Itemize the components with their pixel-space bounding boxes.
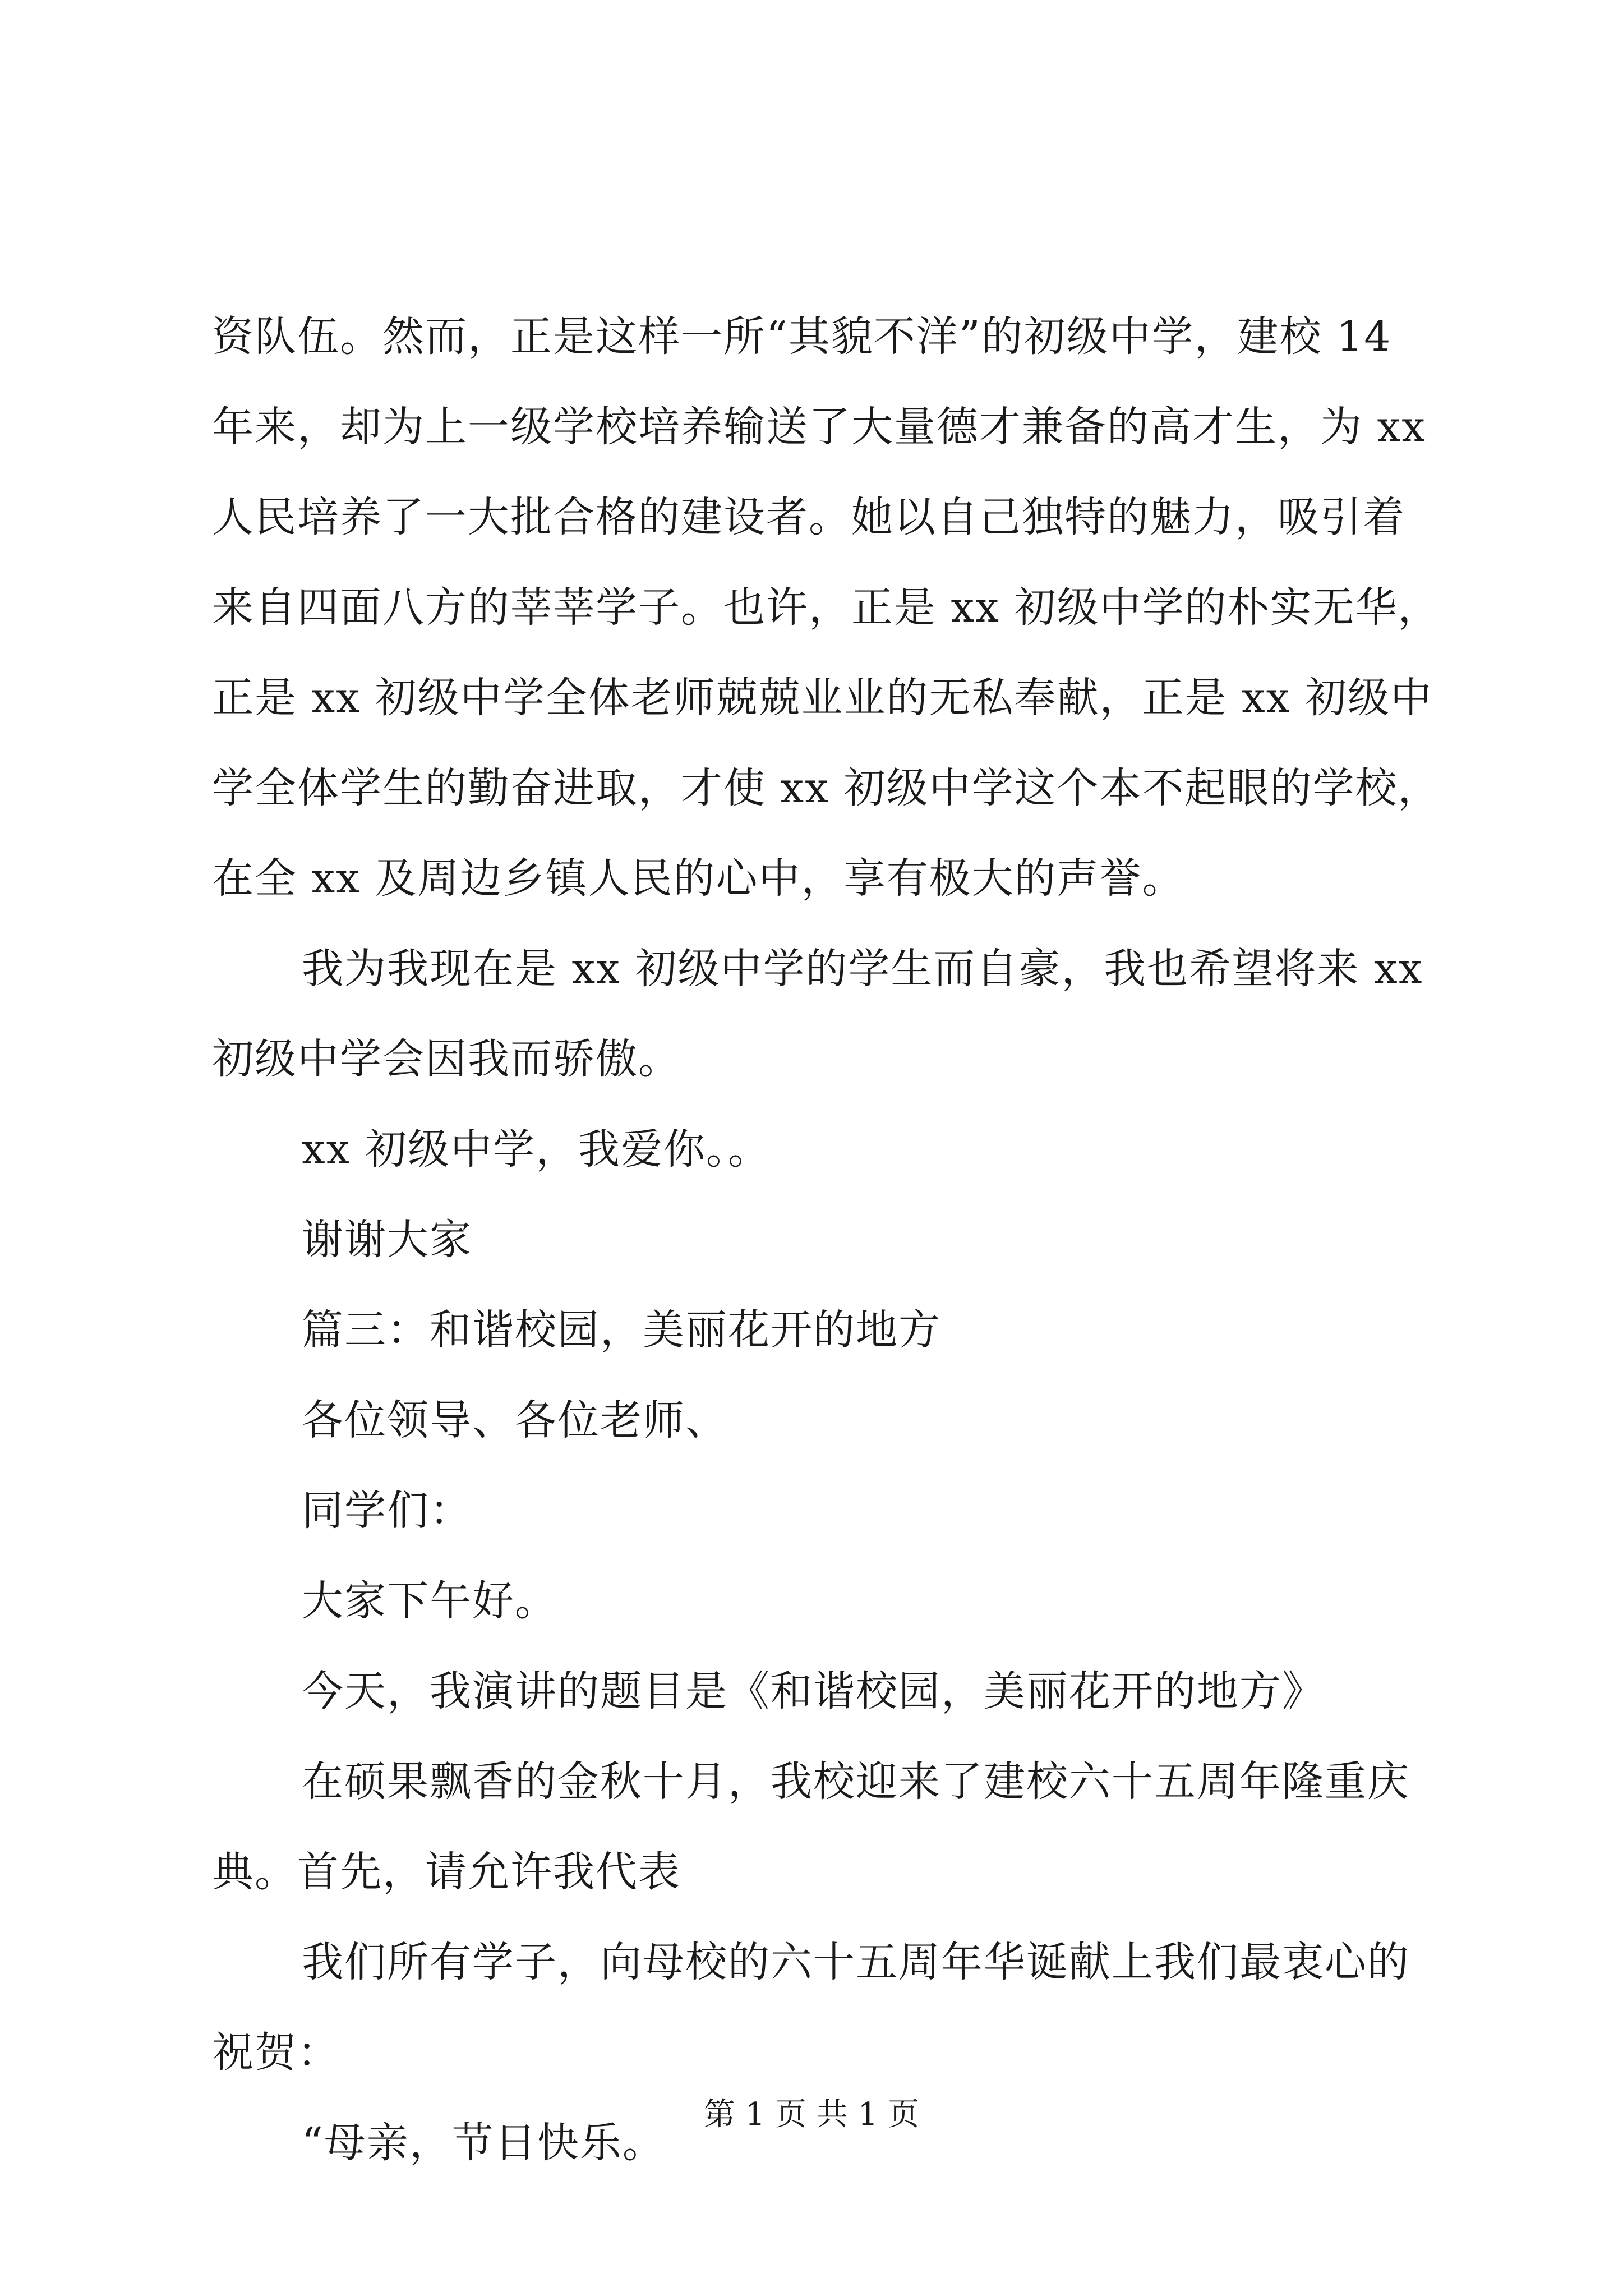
document-body <box>212 292 1441 2188</box>
text-line: 各位领导、各位老师、 <box>302 1396 728 1444</box>
text-line: 祝贺： <box>212 2028 340 2077</box>
text-line: 我为我现在是 xx 初级中学的学生而自豪，我也希望将来 xx <box>302 945 1423 993</box>
text-line: 人民培养了一大批合格的建设者。她以自己独特的魅力，吸引着 <box>212 493 1405 541</box>
text-line: 今天，我演讲的题目是《和谐校园，美丽花开的地方》 <box>302 1667 1325 1715</box>
text-line: 资队伍。然而，正是这样一所“其貌不洋”的初级中学，建校 14 <box>212 312 1392 361</box>
text-line: 我们所有学子，向母校的六十五周年华诞献上我们最衷心的 <box>302 1938 1410 1986</box>
text-line: xx 初级中学，我爱你。。 <box>302 1125 771 1174</box>
text-line: 学全体学生的勤奋进取，才使 xx 初级中学这个本不起眼的学校， <box>212 764 1441 812</box>
text-line: 典。首先，请允许我代表 <box>212 1848 681 1896</box>
section-heading: 篇三：和谐校园，美丽花开的地方 <box>302 1306 941 1354</box>
text-line: 正是 xx 初级中学全体老师兢兢业业的无私奉献，正是 xx 初级中 <box>212 674 1433 722</box>
text-line: “母亲，节日快乐。 <box>302 2119 665 2167</box>
text-line: 大家下午好。 <box>302 1577 557 1625</box>
page-number-footer: 第 1 页 共 1 页 <box>703 2096 920 2133</box>
text-line: 年来，却为上一级学校培养输送了大量德才兼备的高才生，为 xx <box>212 403 1426 451</box>
text-line: 初级中学会因我而骄傲。 <box>212 1035 681 1083</box>
text-line: 在全 xx 及周边乡镇人民的心中，享有极大的声誉。 <box>212 854 1185 903</box>
text-line: 来自四面八方的莘莘学子。也许，正是 xx 初级中学的朴实无华， <box>212 583 1441 632</box>
text-line: 同学们： <box>302 1487 472 1535</box>
text-line: 在硕果飘香的金秋十月，我校迎来了建校六十五周年隆重庆 <box>302 1757 1410 1806</box>
text-line: 谢谢大家 <box>302 1216 472 1264</box>
